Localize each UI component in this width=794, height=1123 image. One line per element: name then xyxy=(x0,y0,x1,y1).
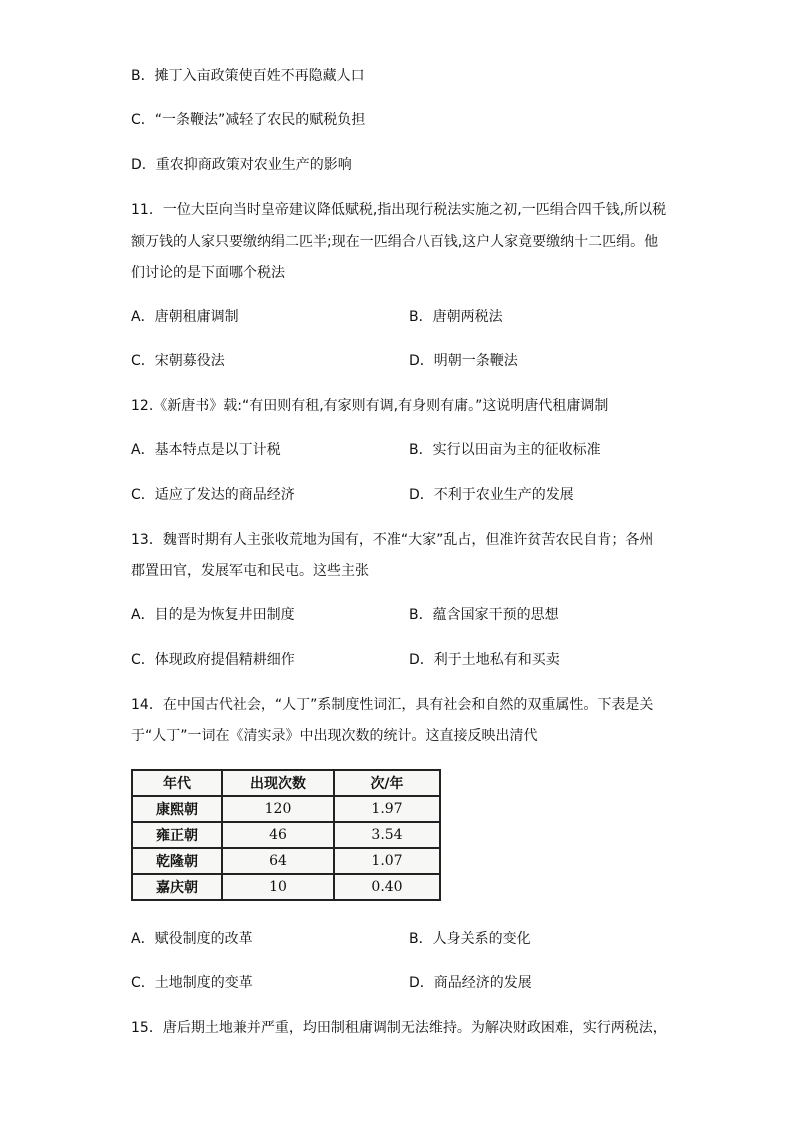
table-cell-count: 120 xyxy=(222,796,334,822)
q10-option-d: D．重农抑商政策对农业生产的影响 xyxy=(131,157,352,173)
q12-option-c: C．适应了发达的商品经济 xyxy=(131,487,295,503)
table-row xyxy=(132,796,440,822)
table-header-row xyxy=(132,770,440,796)
q13-stem-line-2: 郡置田官，发展军屯和民屯。这些主张 xyxy=(131,563,369,579)
q12-option-a: A．基本特点是以丁计税 xyxy=(131,442,281,458)
table-cell-count: 10 xyxy=(222,874,334,900)
table-cell-rate: 3.54 xyxy=(334,822,440,848)
q15-stem-line-1: 15．唐后期土地兼并严重，均田制租庸调制无法维持。为解决财政困难，实行两税法， xyxy=(131,1020,667,1036)
q13-stem-line-1: 13．魏晋时期有人主张收荒地为国有，不准“大家”乱占，但准许贫苦农民自肯；各州 xyxy=(131,532,654,548)
q13-option-b: B．蕴含国家干预的思想 xyxy=(409,607,559,623)
table-cell-count: 64 xyxy=(222,848,334,874)
q10-option-c: C．“一条鞭法”减轻了农民的赋税负担 xyxy=(131,112,366,128)
q11-option-c: C．宋朝募役法 xyxy=(131,353,225,369)
table-header-cell: 次/年 xyxy=(334,770,440,796)
table-header-cell: 年代 xyxy=(132,770,222,796)
q14-statistics-table xyxy=(131,769,441,901)
q14-option-c: C．土地制度的变革 xyxy=(131,975,253,991)
q13-option-d: D．利于土地私有和买卖 xyxy=(409,652,560,668)
table-cell-rate: 0.40 xyxy=(334,874,440,900)
table-cell-rate: 1.07 xyxy=(334,848,440,874)
q13-option-c: C．体现政府提倡精耕细作 xyxy=(131,652,295,668)
q12-option-d: D．不利于农业生产的发展 xyxy=(409,487,574,503)
table-cell-era: 康熙朝 xyxy=(132,796,222,822)
q14-stem-line-1: 14．在中国古代社会，“人丁”系制度性词汇，具有社会和自然的双重属性。下表是关 xyxy=(131,697,654,713)
q14-option-a: A．赋役制度的改革 xyxy=(131,931,253,947)
table-row xyxy=(132,822,440,848)
q11-stem-line-2: 额万钱的人家只要缴纳绢二匹半;现在一匹绢合八百钱,这户人家竟要缴纳十二匹绢。他 xyxy=(131,234,659,250)
q10-option-b: B．摊丁入亩政策使百姓不再隐藏人口 xyxy=(131,68,365,84)
q11-option-a: A．唐朝租庸调制 xyxy=(131,309,239,325)
q14-option-d: D．商品经济的发展 xyxy=(409,975,532,991)
q11-stem-line-1: 11．一位大臣向当时皇帝建议降低赋税,指出现行税法实施之初,一匹绢合四千钱,所以税 xyxy=(131,202,667,218)
table-cell-era: 雍正朝 xyxy=(132,822,222,848)
q11-option-b: B．唐朝两税法 xyxy=(409,309,503,325)
q12-option-b: B．实行以田亩为主的征收标准 xyxy=(409,442,601,458)
table-cell-count: 46 xyxy=(222,822,334,848)
table-cell-era: 嘉庆朝 xyxy=(132,874,222,900)
table-row xyxy=(132,848,440,874)
q14-option-b: B．人身关系的变化 xyxy=(409,931,531,947)
q13-option-a: A．目的是为恢复井田制度 xyxy=(131,607,295,623)
q14-stem-line-2: 于“人丁”一词在《清实录》中出现次数的统计。这直接反映出清代 xyxy=(131,728,538,744)
table-cell-rate: 1.97 xyxy=(334,796,440,822)
table-cell-era: 乾隆朝 xyxy=(132,848,222,874)
q12-stem-line-1: 12.《新唐书》载:“有田则有租,有家则有调,有身则有庸。”这说明唐代租庸调制 xyxy=(131,398,609,414)
q11-stem-line-3: 们讨论的是下面哪个税法 xyxy=(131,265,285,281)
table-row xyxy=(132,874,440,900)
q11-option-d: D．明朝一条鞭法 xyxy=(409,353,518,369)
table-header-cell: 出现次数 xyxy=(222,770,334,796)
